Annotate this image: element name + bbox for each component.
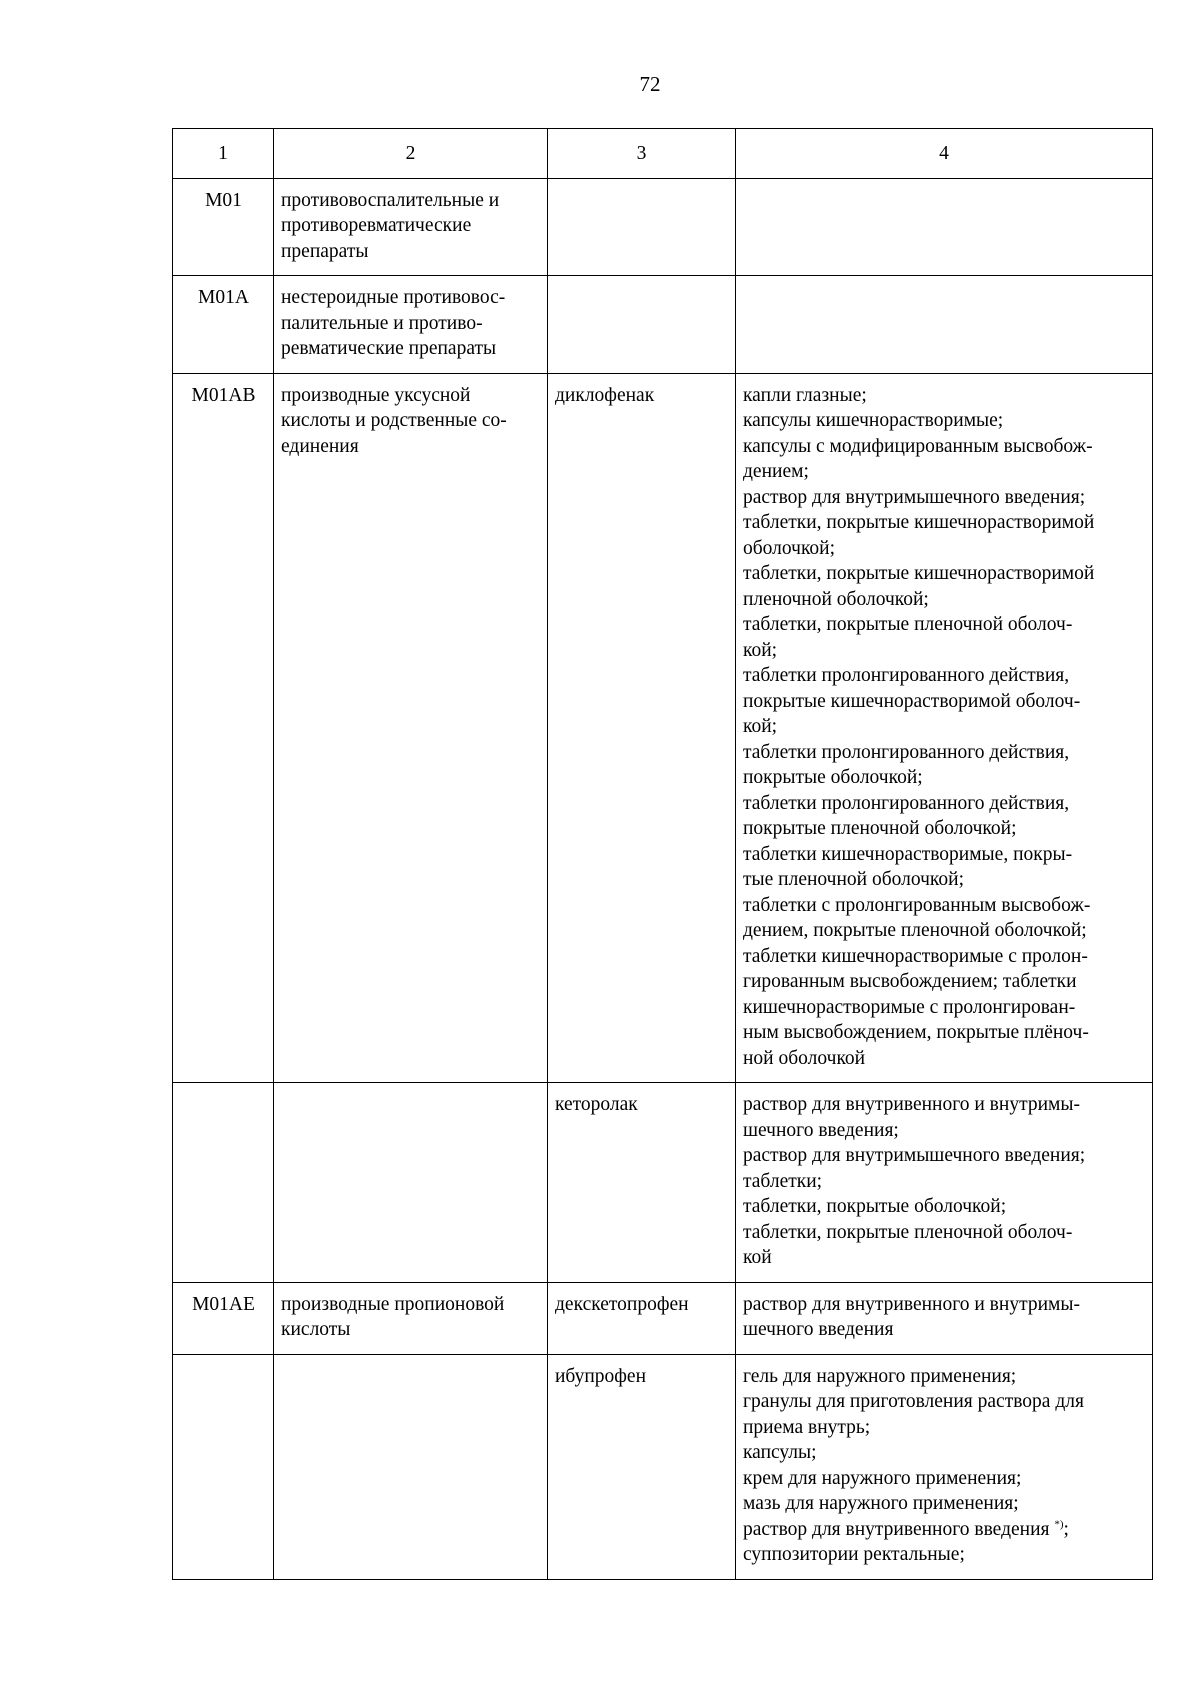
- group-cell: [274, 178, 548, 276]
- dosage-form-text: капсулы с модифицированным высвобож-: [743, 435, 1093, 457]
- table-header-row: [173, 129, 1153, 179]
- dosage-form-text: тые пленочной оболочкой;: [743, 869, 964, 890]
- dosage-form-text: таблетки, покрытые пленочной оболоч-: [743, 1221, 1073, 1243]
- atc-code-cell: [173, 1354, 274, 1579]
- dosage-form-line: [743, 1317, 1146, 1343]
- dosage-forms-cell: [736, 1282, 1153, 1354]
- dosage-form-line: [743, 995, 1146, 1021]
- group-cell: [274, 276, 548, 374]
- dosage-form-text: таблетки кишечнорастворимые с пролон-: [743, 945, 1088, 967]
- dosage-form-line: [743, 944, 1146, 970]
- dosage-form-text: пленочной оболочкой;: [743, 588, 929, 610]
- dosage-form-line: [743, 867, 1146, 893]
- drug-name-cell: диклофенак: [548, 373, 736, 1083]
- dosage-forms-cell: [736, 373, 1153, 1083]
- atc-code-cell: M01A: [173, 276, 274, 374]
- dosage-form-text: ной оболочкой: [743, 1047, 866, 1069]
- dosage-form-text: покрытые пленочной оболочкой;: [743, 818, 1017, 839]
- atc-code-cell: M01AB: [173, 373, 274, 1083]
- group-text-line: палительные и противо-: [281, 312, 483, 334]
- drug-name-cell: ибупрофен: [548, 1354, 736, 1579]
- dosage-form-line: [743, 1364, 1146, 1390]
- dosage-form-line: [743, 842, 1146, 868]
- dosage-form-line: [743, 1143, 1146, 1169]
- group-text-line: нестероидные противовос-: [281, 287, 506, 308]
- drug-name-cell: кеторолак: [548, 1083, 736, 1283]
- group-text-line: кислоты: [281, 1319, 351, 1340]
- group-cell: [274, 1282, 548, 1354]
- dosage-form-line: [743, 1092, 1146, 1118]
- dosage-form-text: мазь для наружного применения;: [743, 1493, 1019, 1514]
- dosage-form-line: [743, 663, 1146, 689]
- dosage-form-text: дением, покрытые пленочной оболочкой;: [743, 920, 1087, 941]
- group-text-line: кислоты и родственные со-: [281, 410, 507, 431]
- table-row: [173, 373, 1153, 1083]
- dosage-form-text: раствор для внутривенного и внутримы-: [743, 1293, 1080, 1315]
- dosage-form-text: таблетки пролонгированного действия,: [743, 665, 1070, 686]
- dosage-form-line: [743, 740, 1146, 766]
- dosage-form-text: приема внутрь;: [743, 1416, 871, 1438]
- dosage-form-text: раствор для внутривенного и внутримы-: [743, 1094, 1080, 1115]
- group-text-line: противовоспалительные и: [281, 189, 500, 211]
- atc-code-cell: M01: [173, 178, 274, 276]
- dosage-form-text: оболочкой;: [743, 537, 836, 559]
- footnote-marker: *): [1054, 1518, 1064, 1530]
- dosage-form-line: [743, 434, 1146, 460]
- dosage-form-text: гированным высвобождением; таблетки: [743, 971, 1077, 992]
- dosage-form-text: кой;: [743, 639, 778, 661]
- dosage-form-text: капсулы;: [743, 1442, 817, 1463]
- dosage-form-line: [743, 1245, 1146, 1271]
- dosage-form-line: [743, 1466, 1146, 1492]
- drug-name-cell: [548, 276, 736, 374]
- dosage-form-line: [743, 1292, 1146, 1318]
- dosage-form-line: [743, 1118, 1146, 1144]
- dosage-form-line: [743, 510, 1146, 536]
- dosage-form-text: таблетки;: [743, 1170, 823, 1192]
- dosage-form-line: [743, 1491, 1146, 1517]
- dosage-form-text: раствор для внутримышечного введения;: [743, 1145, 1086, 1166]
- dosage-form-line: [743, 561, 1146, 587]
- dosage-form-line: [743, 714, 1146, 740]
- atc-code-cell: M01AE: [173, 1282, 274, 1354]
- drug-table: [172, 128, 1153, 1580]
- column-header-2: 2: [274, 129, 548, 179]
- dosage-form-text: кой: [743, 1247, 772, 1268]
- group-text-line: производные уксусной: [281, 384, 471, 406]
- page-number: 72: [639, 72, 661, 96]
- footnote-punctuation: ;: [1063, 1518, 1069, 1540]
- group-text-line: производные пропионовой: [281, 1293, 505, 1315]
- dosage-form-line: [743, 1542, 1146, 1568]
- dosage-form-line: [743, 918, 1146, 944]
- dosage-form-line: [743, 485, 1146, 511]
- column-header-1: 1: [173, 129, 274, 179]
- dosage-form-line: [743, 612, 1146, 638]
- dosage-form-line: [743, 765, 1146, 791]
- table-row: [173, 276, 1153, 374]
- dosage-form-text: суппозитории ректальные;: [743, 1544, 965, 1565]
- dosage-form-line: [743, 638, 1146, 664]
- dosage-form-line: [743, 1415, 1146, 1441]
- drug-name-cell: декскетопрофен: [548, 1282, 736, 1354]
- group-text-line: ревматические препараты: [281, 338, 497, 359]
- dosage-form-text: кишечнорастворимые с пролонгирован-: [743, 996, 1076, 1018]
- table-row: [173, 1282, 1153, 1354]
- dosage-form-line: [743, 689, 1146, 715]
- group-cell: [274, 373, 548, 1083]
- dosage-form-line: [743, 1169, 1146, 1195]
- dosage-form-line: [743, 383, 1146, 409]
- dosage-form-text: таблетки, покрытые кишечнорастворимой: [743, 563, 1095, 584]
- dosage-form-text: капли глазные;: [743, 384, 867, 406]
- dosage-form-text: гранулы для приготовления раствора для: [743, 1391, 1084, 1412]
- dosage-form-text: покрытые кишечнорастворимой оболоч-: [743, 690, 1081, 712]
- dosage-form-line: [743, 1020, 1146, 1046]
- dosage-forms-cell: [736, 276, 1153, 374]
- dosage-form-line: [743, 1194, 1146, 1220]
- atc-code-cell: [173, 1083, 274, 1283]
- table-row: [173, 178, 1153, 276]
- dosage-forms-cell: [736, 1083, 1153, 1283]
- table-row: [173, 1354, 1153, 1579]
- dosage-form-line: [743, 969, 1146, 995]
- dosage-form-line: [743, 408, 1146, 434]
- dosage-form-text: шечного введения: [743, 1319, 894, 1340]
- dosage-forms-cell: [736, 178, 1153, 276]
- dosage-form-text: крем для наружного применения;: [743, 1467, 1022, 1489]
- group-cell: [274, 1083, 548, 1283]
- dosage-form-text: дением;: [743, 461, 809, 482]
- dosage-form-line: [743, 1389, 1146, 1415]
- dosage-form-line: [743, 459, 1146, 485]
- column-header-3: 3: [548, 129, 736, 179]
- dosage-form-text: таблетки кишечнорастворимые, покры-: [743, 843, 1073, 865]
- dosage-form-text: гель для наружного применения;: [743, 1365, 1017, 1387]
- dosage-form-text: шечного введения;: [743, 1119, 899, 1141]
- column-header-4: 4: [736, 129, 1153, 179]
- dosage-form-line: [743, 893, 1146, 919]
- dosage-form-text: таблетки с пролонгированным высвобож-: [743, 894, 1091, 916]
- group-text-line: препараты: [281, 240, 369, 262]
- group-text-line: единения: [281, 435, 359, 457]
- dosage-forms-cell: [736, 1354, 1153, 1579]
- dosage-form-text: покрытые оболочкой;: [743, 767, 923, 788]
- dosage-form-text: таблетки пролонгированного действия,: [743, 792, 1070, 814]
- dosage-form-text: таблетки пролонгированного действия,: [743, 741, 1070, 763]
- table-row: [173, 1083, 1153, 1283]
- dosage-form-line: [743, 1440, 1146, 1466]
- dosage-form-text: раствор для внутримышечного введения;: [743, 486, 1086, 508]
- dosage-form-line: [743, 587, 1146, 613]
- dosage-form-text: таблетки, покрытые оболочкой;: [743, 1196, 1007, 1217]
- group-cell: [274, 1354, 548, 1579]
- group-text-line: противоревматические: [281, 215, 472, 236]
- dosage-form-line: [743, 816, 1146, 842]
- dosage-form-text: ным высвобождением, покрытые плёноч-: [743, 1022, 1089, 1043]
- drug-name-cell: [548, 178, 736, 276]
- dosage-form-text: раствор для внутривенного введения: [743, 1518, 1050, 1540]
- dosage-form-line: [743, 1220, 1146, 1246]
- dosage-form-text: таблетки, покрытые пленочной оболоч-: [743, 614, 1073, 635]
- dosage-form-line: [743, 1517, 1146, 1543]
- dosage-form-line: [743, 1046, 1146, 1072]
- dosage-form-text: таблетки, покрытые кишечнорастворимой: [743, 512, 1095, 533]
- dosage-form-text: кой;: [743, 716, 778, 737]
- dosage-form-text: капсулы кишечнорастворимые;: [743, 410, 1004, 431]
- dosage-form-line: [743, 536, 1146, 562]
- dosage-form-line: [743, 791, 1146, 817]
